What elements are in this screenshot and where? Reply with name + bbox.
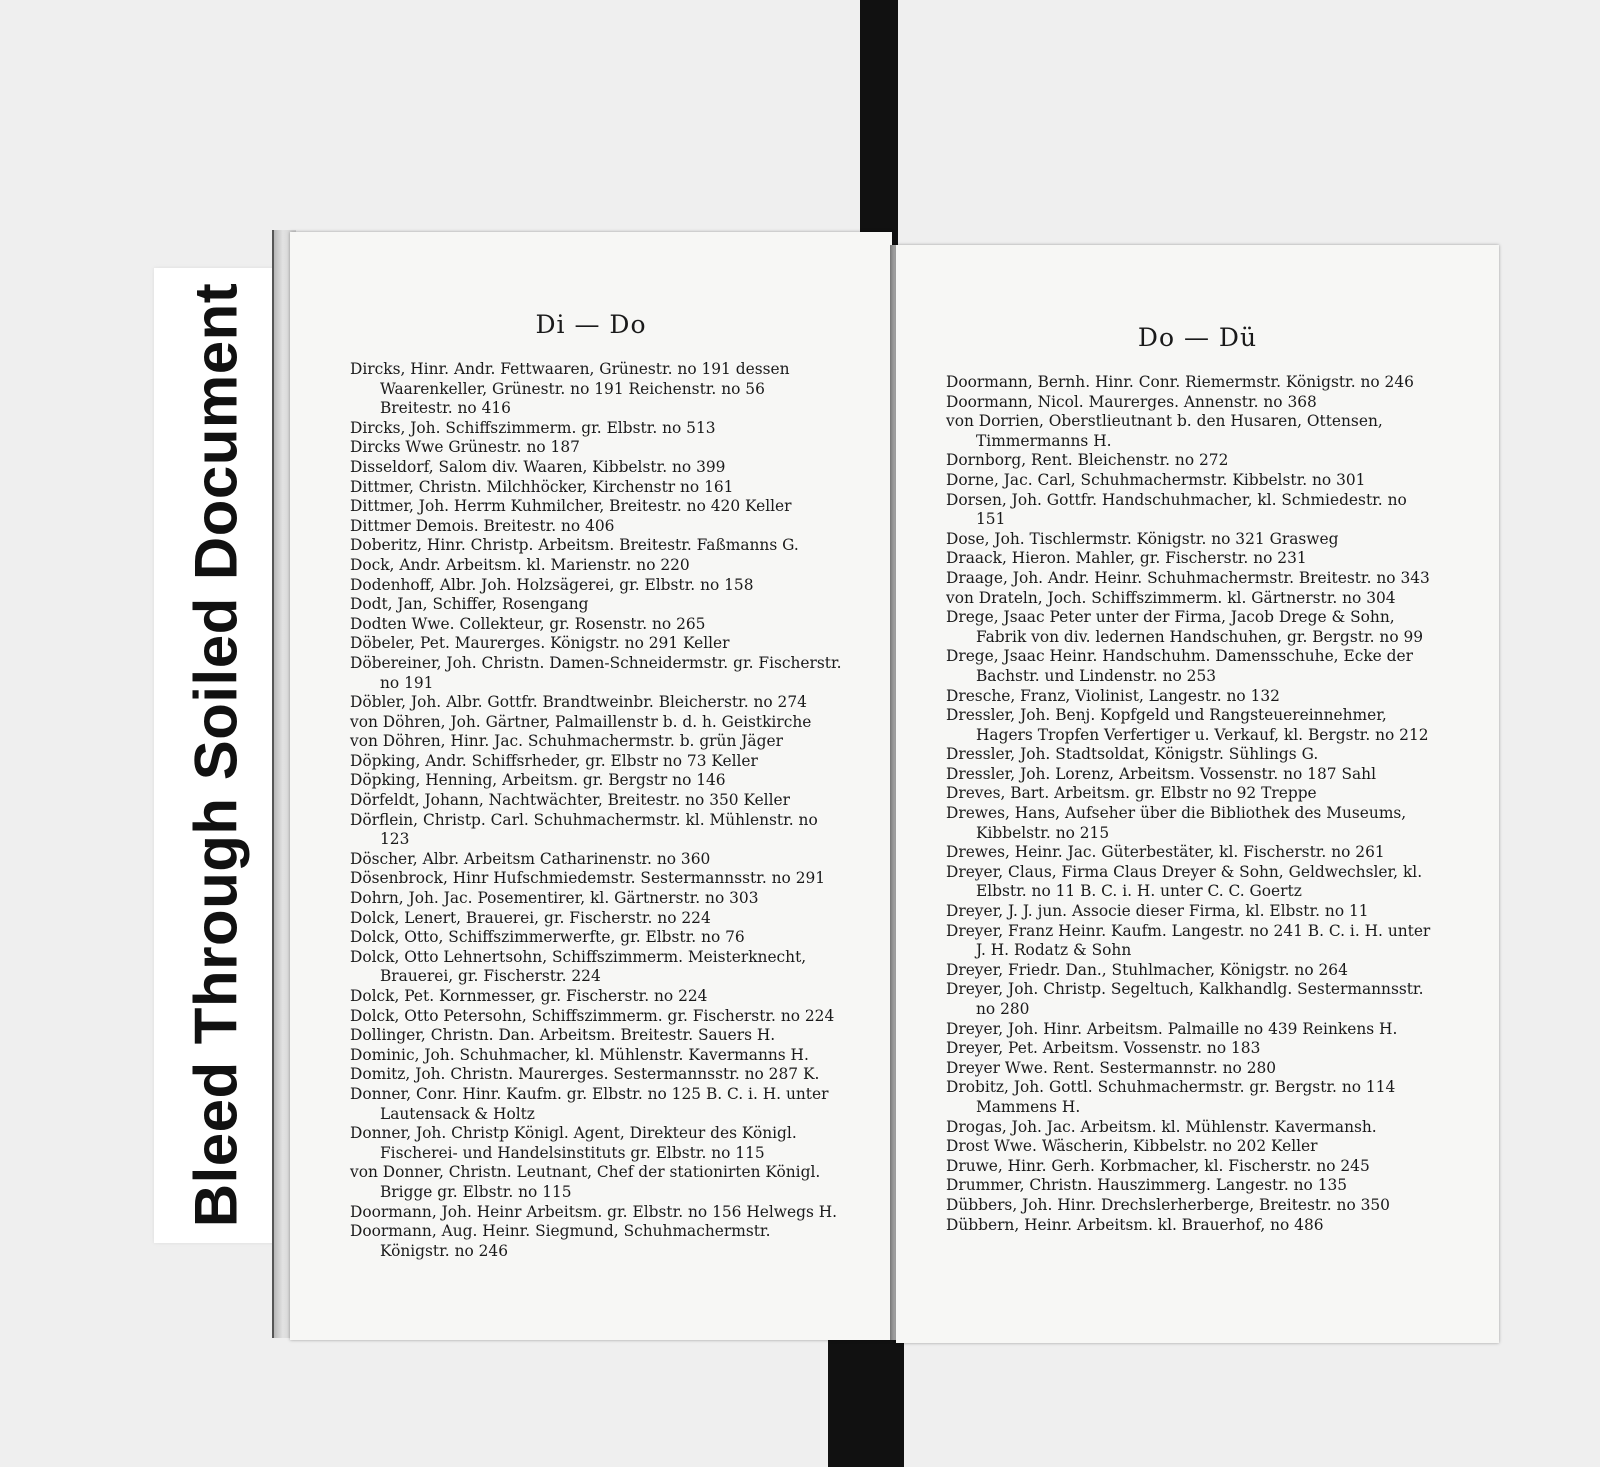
directory-entry: Drummer, Christn. Hauszimmerg. Langestr. no 135 xyxy=(946,1176,1348,1195)
directory-entry: Doberitz, Hinr. Christp. Arbeitsm. Breitestr. Faßmanns G. xyxy=(350,536,799,555)
directory-entry: Drewes, Hans, Aufseher über die Bibliothek des Museums, Kibbelstr. no 215 xyxy=(946,804,1407,842)
directory-entry: Dreyer, Franz Heinr. Kaufm. Langestr. no 241 B. C. i. H. unter J. H. Rodatz & Sohn xyxy=(946,921,1431,960)
directory-entry: Dollinger, Christn. Dan. Arbeitsm. Breitestr. Sauers H. xyxy=(350,1026,776,1045)
right-entry-list xyxy=(946,373,1439,1235)
directory-entry: Dreyer, J. J. jun. Associe dieser Firma, kl. Elbstr. no 11 xyxy=(946,902,1369,921)
directory-entry: Dressler, Joh. Lorenz, Arbeitsm. Vossenstr. no 187 Sahl xyxy=(946,764,1376,783)
directory-entry: Donner, Conr. Hinr. Kaufm. gr. Elbstr. no 125 B. C. i. H. unter Lautensack & Holtz xyxy=(350,1084,829,1123)
directory-entry: Dreyer Wwe. Rent. Sestermannstr. no 280 xyxy=(946,1058,1277,1077)
directory-entry: Döpking, Henning, Arbeitsm. gr. Bergstr no 146 xyxy=(350,771,726,790)
directory-entry: Dreves, Bart. Arbeitsm. gr. Elbstr no 92 Treppe xyxy=(946,784,1317,803)
left-page-header: Di — Do xyxy=(535,310,647,339)
directory-entry: Dominic, Joh. Schuhmacher, kl. Mühlenstr. Kavermanns H. xyxy=(350,1045,809,1064)
directory-entry: Dressler, Joh. Stadtsoldat, Königstr. Sühlings G. xyxy=(946,745,1319,764)
directory-entry: Dressler, Joh. Benj. Kopfgeld und Rangsteuereinnehmer, Hagers Tropfen Verfertiger u. Verkauf, kl. Bergstr. no 212 xyxy=(946,706,1429,744)
directory-entry: Dolck, Otto Lehnertsohn, Schiffszimmerm. Meisterknecht, Brauerei, gr. Fischerstr. 224 xyxy=(350,947,807,986)
directory-entry: Doormann, Joh. Heinr Arbeitsm. gr. Elbstr. no 156 Helwegs H. xyxy=(350,1202,838,1221)
directory-entry: Doormann, Bernh. Hinr. Conr. Riemermstr. Königstr. no 246 xyxy=(946,373,1414,391)
directory-entry: Dolck, Pet. Kornmesser, gr. Fischerstr. no 224 xyxy=(350,987,708,1005)
book-spine-top xyxy=(860,0,898,250)
directory-entry: Doormann, Nicol. Maurerges. Annenstr. no 368 xyxy=(946,392,1317,411)
directory-entry: von Drateln, Joch. Schiffszimmerm. kl. Gärtnerstr. no 304 xyxy=(946,588,1396,607)
directory-entry: von Donner, Christn. Leutnant, Chef der stationirten Königl. Brigge gr. Elbstr. no 115 xyxy=(350,1163,821,1201)
directory-entry: Döbeler, Pet. Maurerges. Königstr. no 291 Keller xyxy=(350,634,730,653)
directory-entry: Drege, Jsaac Peter unter der Firma, Jacob Drege & Sohn, Fabrik von div. ledernen Handschuhen, gr. Bergstr. no 99 xyxy=(946,608,1424,646)
directory-entry: Dodenhoff, Albr. Joh. Holzsägerei, gr. Elbstr. no 158 xyxy=(350,575,754,594)
directory-entry: Doormann, Aug. Heinr. Siegmund, Schuhmachermstr. Königstr. no 246 xyxy=(350,1222,771,1260)
directory-entry: Dorne, Jac. Carl, Schuhmachermstr. Kibbelstr. no 301 xyxy=(946,470,1366,489)
directory-entry: Dolck, Lenert, Brauerei, gr. Fischerstr. no 224 xyxy=(350,908,711,927)
directory-entry: Dohrn, Joh. Jac. Posementirer, kl. Gärtnerstr. no 303 xyxy=(350,889,759,908)
directory-entry: Druwe, Hinr. Gerh. Korbmacher, kl. Fischerstr. no 245 xyxy=(946,1156,1370,1175)
directory-entry: Drost Wwe. Wäscherin, Kibbelstr. no 202 Keller xyxy=(946,1137,1318,1156)
left-page xyxy=(290,232,892,1340)
directory-entry: Disseldorf, Salom div. Waaren, Kibbelstr. no 399 xyxy=(350,457,726,476)
directory-entry: Drogas, Joh. Jac. Arbeitsm. kl. Mühlenstr. Kavermansh. xyxy=(946,1117,1377,1136)
directory-entry: Dircks, Joh. Schiffszimmerm. gr. Elbstr. no 513 xyxy=(350,418,716,437)
directory-entry: Döbereiner, Joh. Christn. Damen-Schneidermstr. gr. Fischerstr. no 191 xyxy=(350,653,842,692)
directory-entry: von Döhren, Hinr. Jac. Schuhmachermstr. b. grün Jäger xyxy=(350,732,783,751)
directory-entry: Dreyer, Claus, Firma Claus Dreyer & Sohn, Geldwechsler, kl. Elbstr. no 11 B. C. i. H. unter C. C. Goertz xyxy=(946,862,1423,901)
right-page-header: Do — Dü xyxy=(1137,323,1258,352)
directory-entry: Drewes, Heinr. Jac. Güterbestäter, kl. Fischerstr. no 261 xyxy=(946,843,1385,862)
directory-entry: Dittmer, Joh. Herrm Kuhmilcher, Breitestr. no 420 Keller xyxy=(350,497,792,516)
directory-entry: von Döhren, Joh. Gärtner, Palmaillenstr b. d. h. Geistkirche xyxy=(350,712,812,731)
directory-entry: Donner, Joh. Christp Königl. Agent, Direkteur des Königl. Fischerei- und Handelsinstituts gr. Elbstr. no 115 xyxy=(350,1124,797,1162)
directory-entry: Draage, Joh. Andr. Heinr. Schuhmachermstr. Breitestr. no 343 xyxy=(946,568,1430,587)
directory-entry: Dittmer, Christn. Milchhöcker, Kirchenstr no 161 xyxy=(350,477,734,496)
directory-entry: Draack, Hieron. Mahler, gr. Fischerstr. no 231 xyxy=(946,549,1307,568)
directory-entry: Dornborg, Rent. Bleichenstr. no 272 xyxy=(946,451,1229,470)
directory-entry: Döbler, Joh. Albr. Gottfr. Brandtweinbr. Bleicherstr. no 274 xyxy=(350,693,807,712)
directory-entry: Dorsen, Joh. Gottfr. Handschuhmacher, kl. Schmiedestr. no 151 xyxy=(946,490,1407,529)
right-page xyxy=(896,245,1499,1343)
directory-entry: Dreyer, Friedr. Dan., Stuhlmacher, Königstr. no 264 xyxy=(946,960,1348,979)
directory-entry: Dübbers, Joh. Hinr. Drechslerherberge, Breitestr. no 350 xyxy=(946,1195,1390,1214)
directory-entry: Dreyer, Pet. Arbeitsm. Vossenstr. no 183 xyxy=(946,1039,1261,1058)
directory-entry: Domitz, Joh. Christn. Maurerges. Sestermannsstr. no 287 K. xyxy=(350,1065,820,1084)
side-label-text: Bleed Through Soiled Document xyxy=(182,282,250,1228)
directory-entry: Drege, Jsaac Heinr. Handschuhm. Damensschuhe, Ecke der Bachstr. und Lindenstr. no 253 xyxy=(946,647,1413,685)
side-label xyxy=(154,268,278,1243)
directory-entry: Dittmer Demois. Breitestr. no 406 xyxy=(350,516,615,535)
directory-entry: Dresche, Franz, Violinist, Langestr. no 132 xyxy=(946,686,1280,705)
directory-entry: Dreyer, Joh. Hinr. Arbeitsm. Palmaille no 439 Reinkens H. xyxy=(946,1019,1398,1038)
book-spine-bottom xyxy=(828,1335,904,1467)
directory-entry: Dörflein, Christp. Carl. Schuhmachermstr. kl. Mühlenstr. no 123 xyxy=(350,810,818,849)
directory-entry: Dock, Andr. Arbeitsm. kl. Marienstr. no 220 xyxy=(350,555,690,574)
directory-entry: Dose, Joh. Tischlermstr. Königstr. no 321 Grasweg xyxy=(946,529,1339,548)
directory-entry: Dösenbrock, Hinr Hufschmiedemstr. Sestermannsstr. no 291 xyxy=(350,869,826,888)
directory-entry: Dolck, Otto, Schiffszimmerwerfte, gr. Elbstr. no 76 xyxy=(350,928,745,947)
directory-entry: Dörfeldt, Johann, Nachtwächter, Breitestr. no 350 Keller xyxy=(350,791,790,810)
directory-entry: Döpking, Andr. Schiffsrheder, gr. Elbstr no 73 Keller xyxy=(350,751,758,770)
directory-entry: Dreyer, Joh. Christp. Segeltuch, Kalkhandlg. Sestermannsstr. no 280 xyxy=(946,980,1424,1018)
directory-entry: Dodt, Jan, Schiffer, Rosengang xyxy=(350,595,589,614)
directory-entry: Dodten Wwe. Collekteur, gr. Rosenstr. no 265 xyxy=(350,614,706,633)
directory-entry: Dolck, Otto Petersohn, Schiffszimmerm. gr. Fischerstr. no 224 xyxy=(350,1006,835,1025)
left-entry-list xyxy=(350,360,842,1261)
directory-entry: Dübbern, Heinr. Arbeitsm. kl. Brauerhof, no 486 xyxy=(946,1215,1324,1234)
directory-entry: Döscher, Albr. Arbeitsm Catharinenstr. no 360 xyxy=(350,849,711,868)
directory-entry: Dircks Wwe Grünestr. no 187 xyxy=(350,438,580,457)
directory-entry: Drobitz, Joh. Gottl. Schuhmachermstr. gr. Bergstr. no 114 Mammens H. xyxy=(946,1078,1396,1116)
directory-entry: von Dorrien, Oberstlieutnant b. den Husaren, Ottensen, Timmermanns H. xyxy=(946,412,1383,450)
directory-entry: Dircks, Hinr. Andr. Fettwaaren, Grünestr. no 191 dessen Waarenkeller, Grünestr. no 191 Reichenstr. no 56 Breitestr. no 416 xyxy=(350,360,790,418)
